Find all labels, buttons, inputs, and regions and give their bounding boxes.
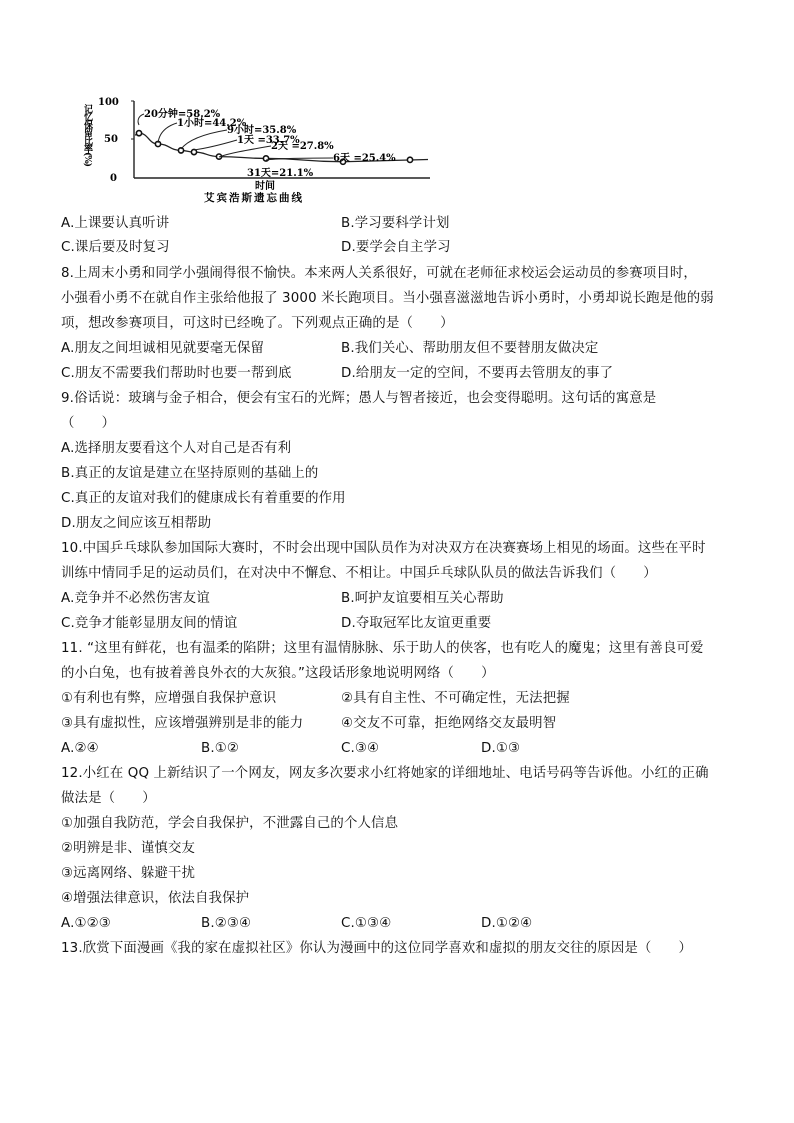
q10-option-b: B.呵护友谊要相互关心帮助 bbox=[341, 591, 504, 606]
q8-option-c: C.朋友不需要我们帮助时也要一帮到底 bbox=[61, 366, 292, 381]
q11-stem-line2: 的小白兔，也有披着善良外衣的大灰狼。”这段话形象地说明网络（ ） bbox=[61, 666, 495, 681]
q12-stem-line1: 12.小红在 QQ 上新结识了一个网友，网友多次要求小红将她家的详细地址、电话号码等告诉他。小红的正确 bbox=[61, 766, 709, 781]
q8-option-a: A.朋友之间坦诚相见就要毫无保留 bbox=[61, 341, 265, 356]
y-tick-label-0: 0 bbox=[110, 173, 117, 184]
q7-option-b: B.学习要科学计划 bbox=[341, 216, 450, 231]
annotation-6d: 6天 =25.4% bbox=[333, 153, 396, 164]
q10-option-a: A.竞争并不必然伤害友谊 bbox=[61, 591, 210, 606]
q8-stem-line2: 小强看小勇不在就自作主张给他报了 3000 米长跑项目。当小强喜滋滋地告诉小勇时，小勇却说长跑是他的弱 bbox=[61, 291, 714, 306]
q12-option-a: A.①②③ bbox=[61, 916, 111, 931]
q7-option-c: C.课后要及时复习 bbox=[61, 240, 170, 255]
q7-option-d: D.要学会自主学习 bbox=[341, 240, 451, 255]
y-tick-label-50: 50 bbox=[104, 134, 118, 145]
q11-statement-1: ①有利也有弊，应增强自我保护意识 bbox=[61, 691, 277, 706]
q9-option-c: C.真正的友谊对我们的健康成长有着重要的作用 bbox=[61, 491, 346, 506]
q12-option-b: B.②③④ bbox=[201, 916, 252, 931]
q8-stem-line1: 8.上周末小勇和同学小强闹得很不愉快。本来两人关系很好，可就在老师征求校运会运动员的参赛项目时， bbox=[61, 266, 697, 281]
q8-option-d: D.给朋友一定的空间，不要再去管朋友的事了 bbox=[341, 366, 614, 381]
curve-point-0 bbox=[136, 131, 141, 136]
q12-statement-3: ③远离网络、躲避干扰 bbox=[61, 866, 196, 881]
chart-caption: 艾宾浩斯遗忘曲线 bbox=[204, 192, 304, 204]
annotation-1h: 1小时=44.2% bbox=[177, 118, 247, 129]
q8-stem-line3: 项，想改参赛项目，可这时已经晚了。下列观点正确的是（ ） bbox=[61, 316, 454, 331]
q11-option-c: C.③④ bbox=[341, 741, 380, 756]
y-tick-label-100: 100 bbox=[98, 97, 119, 108]
annotation-2d: 2天 =27.8% bbox=[271, 141, 334, 152]
q11-option-d: D.①③ bbox=[481, 741, 521, 756]
x-axis-label: 时间 bbox=[255, 181, 275, 192]
curve-point-end bbox=[407, 157, 412, 162]
q12-option-c: C.①③④ bbox=[341, 916, 392, 931]
q12-statement-1: ①加强自我防范，学会自我保护，不泄露自己的个人信息 bbox=[61, 816, 399, 831]
q9-stem-line1: 9.俗话说：玻璃与金子相合，便会有宝石的光辉；愚人与智者接近，也会变得聪明。这句话的寓意是 bbox=[61, 391, 657, 406]
q10-stem-line1: 10.中国乒乓球队参加国际大赛时，不时会出现中国队员作为对决双方在决赛赛场上相见的场面。这些在平时 bbox=[61, 541, 706, 556]
forgetting-curve-chart bbox=[82, 92, 448, 204]
y-axis-label: 记忆保留比率(%) bbox=[82, 104, 92, 167]
leader-9h bbox=[181, 130, 227, 149]
annotation-31d: 31天=21.1% bbox=[247, 168, 314, 179]
q9-option-d: D.朋友之间应该互相帮助 bbox=[61, 516, 212, 531]
q11-option-b: B.①② bbox=[201, 741, 240, 756]
q10-stem-line2: 训练中情同手足的运动员们，在对决中不懈怠、不相让。中国乒乓球队队员的做法告诉我们（ ） bbox=[61, 566, 657, 581]
q9-stem-line2: （ ） bbox=[61, 416, 116, 431]
leader-1d bbox=[194, 140, 237, 150]
leader-2d bbox=[219, 146, 271, 157]
q11-statement-3: ③具有虚拟性，应该增强辨别是非的能力 bbox=[61, 716, 304, 731]
q11-statement-2: ②具有自主性、不可确定性，无法把握 bbox=[341, 691, 570, 706]
q7-option-a: A.上课要认真听讲 bbox=[61, 216, 170, 231]
annotation-20min: 20分钟=58.2% bbox=[144, 109, 221, 120]
q12-option-d: D.①②④ bbox=[481, 916, 533, 931]
q9-option-b: B.真正的友谊是建立在坚持原则的基础上的 bbox=[61, 466, 319, 481]
annotation-1d: 1天 =33.7% bbox=[237, 135, 300, 146]
q11-option-a: A.②④ bbox=[61, 741, 99, 756]
q13-stem-line1: 13.欣赏下面漫画《我的家在虚拟社区》你认为漫画中的这位同学喜欢和虚拟的朋友交往的原因是（ ） bbox=[61, 941, 693, 956]
leader-1h bbox=[158, 123, 177, 143]
q11-stem-line1: 11. “这里有鲜花，也有温柔的陷阱；这里有温情脉脉、乐于助人的侠客，也有吃人的魔鬼；这里有善良可爱 bbox=[61, 641, 704, 656]
annotation-9h: 9小时=35.8% bbox=[227, 125, 297, 136]
q12-statement-4: ④增强法律意识，依法自我保护 bbox=[61, 891, 250, 906]
q8-option-b: B.我们关心、帮助朋友但不要替朋友做决定 bbox=[341, 341, 599, 356]
q12-statement-2: ②明辨是非、谨慎交友 bbox=[61, 841, 196, 856]
q12-stem-line2: 做法是（ ） bbox=[61, 791, 156, 806]
q10-option-c: C.竞争才能彰显朋友间的情谊 bbox=[61, 616, 238, 631]
q10-option-d: D.夺取冠军比友谊更重要 bbox=[341, 616, 492, 631]
q11-statement-4: ④交友不可靠，拒绝网络交友最明智 bbox=[341, 716, 557, 731]
q9-option-a: A.选择朋友要看这个人对自己是否有利 bbox=[61, 441, 292, 456]
